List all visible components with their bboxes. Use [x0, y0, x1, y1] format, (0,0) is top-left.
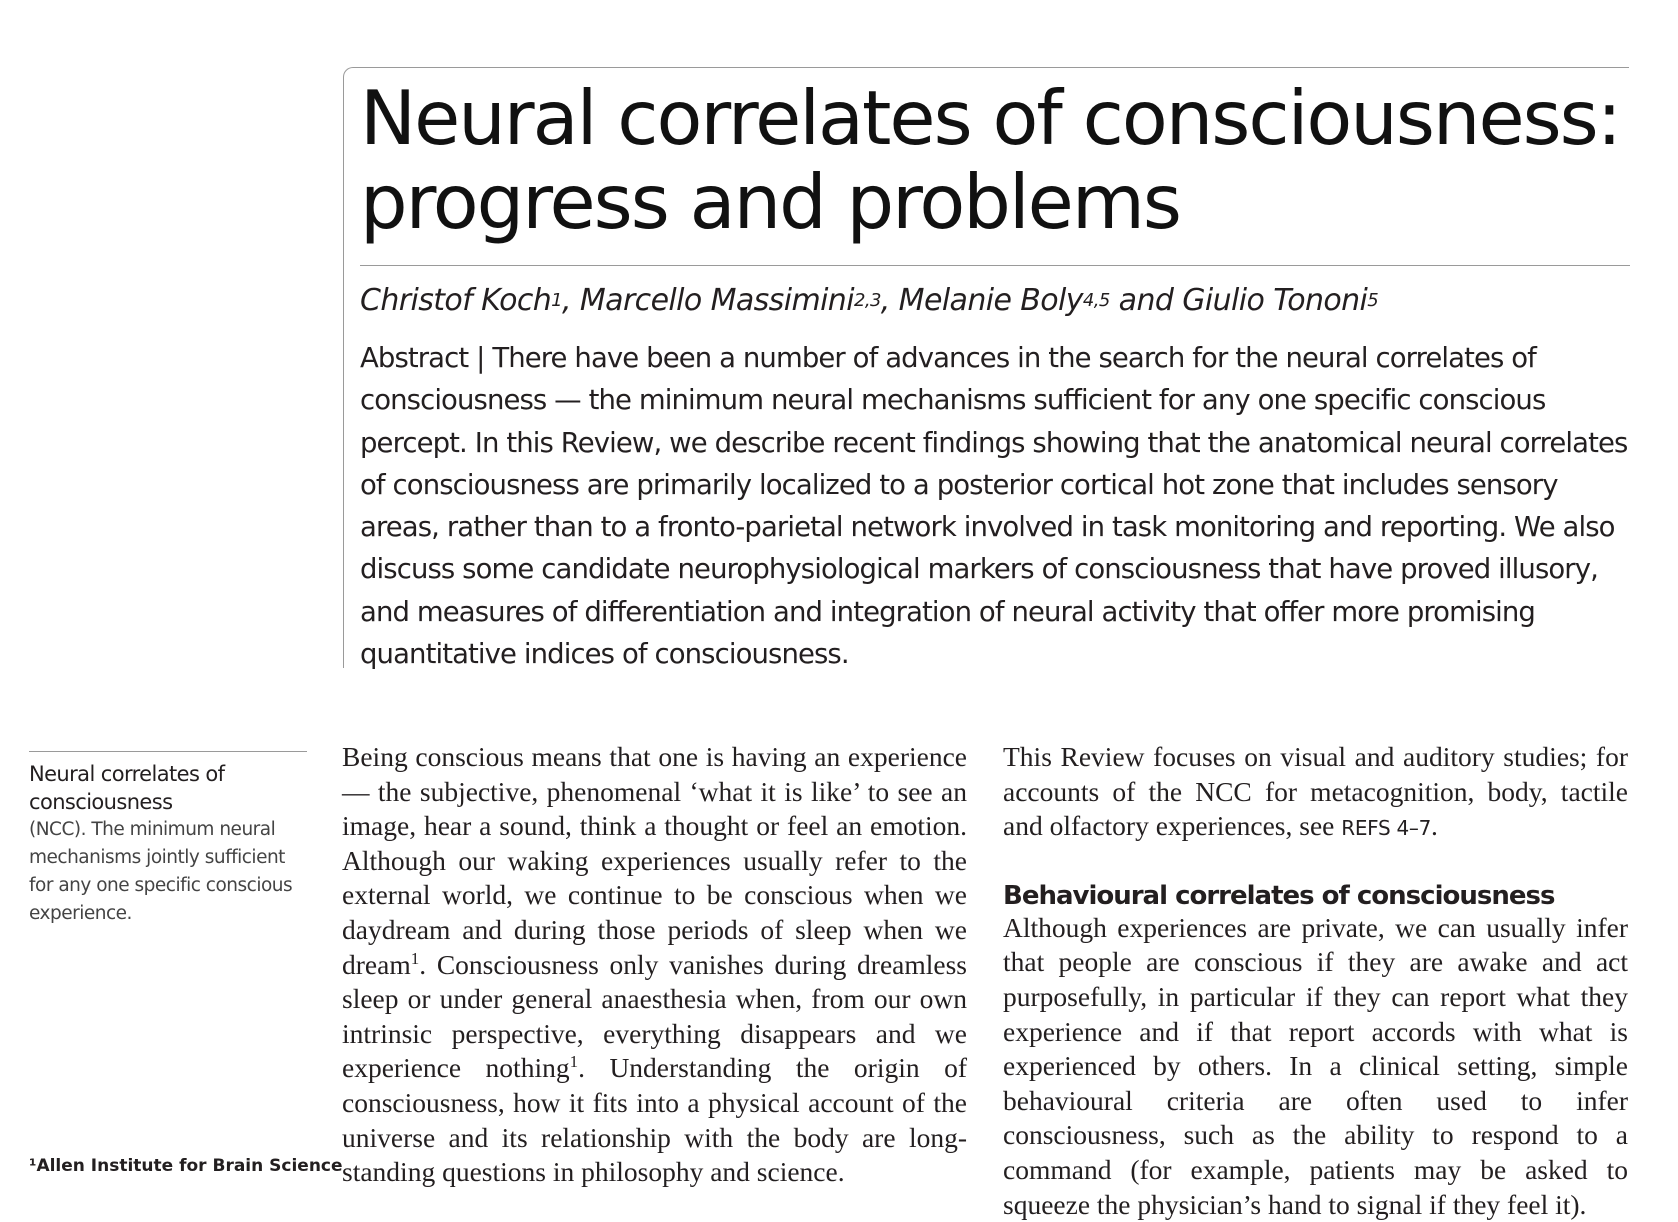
references-link[interactable]: REFS 4–7 — [1341, 816, 1432, 841]
author-name: Melanie Boly — [898, 283, 1083, 318]
section-heading: Behavioural correlates of consciousness — [1003, 880, 1555, 911]
author-affiliation: 1 — [551, 290, 562, 311]
abstract-label: Abstract — [360, 342, 469, 374]
author-affiliation: 5 — [1367, 290, 1379, 311]
author-name: Marcello Massimini — [579, 283, 854, 318]
glossary-definition: (NCC). The minimum neural mechanisms jointly sufficient for any one specific conscious experience. — [29, 819, 293, 924]
body-paragraph: Being conscious means that one is having an experience — the subjective, phenomenal ‘what it is like’ to see an image, hear a sound, think a thought or feel an emotion. Although our waking experiences usually refer to the external world, we continue to be conscious when we daydream and during those periods of sleep when we dream$^1$. Consciousness only vanishes during dreamless sleep or under general anaesthesia when, from our own intrinsic perspective, everything disappears and we experience nothing$^1$. Understanding the origin of consciousness, how it fits into a physical account of the universe and its relationship with the body are long-standing questions in philosophy and science. — [342, 741, 967, 1188]
title-divider — [360, 265, 1630, 266]
reference-marker[interactable]: 1 — [569, 1052, 579, 1072]
body-column-right — [1003, 740, 1628, 1222]
affiliation-note: ¹Allen Institute for Brain Science — [29, 1156, 343, 1176]
author-list: Christof Koch$^1$, Marcello Massimini$^{2,3}$, Melanie Boly$^{4,5}$ and Giulio Tononi$^5$ — [360, 283, 1379, 318]
body-column-left — [342, 740, 967, 1190]
abstract-text: There have been a number of advances in the search for the neural correlates of consciousness — the minimum neural mechanisms sufficient for any one specific conscious percept. In this Review, we describe recent findings showing that the anatomical neural correlates of consciousness are primarily localized to a posterior cortical hot zone that includes sensory areas, rather than to a fronto-parietal network involved in task monitoring and reporting. We also discuss some candidate neurophysiological markers of consciousness that have proved illusory, and measures of differentiation and integration of neural activity that offer more promising quantitative indices of consciousness. — [360, 342, 1628, 671]
body-paragraph: Although experiences are private, we can usually infer that people are conscious if they are awake and act purposefully, in particular if they can report what they experience and if that report accords with what is experienced by others. In a clinical setting, simple behavioural criteria are often used to infer consciousness, such as the ability to respond to a command (for example, patients may be asked to squeeze the physician’s hand to signal if they feel it). — [1003, 911, 1628, 1220]
author-name: Christof Koch — [360, 283, 552, 318]
reference-marker[interactable]: 1 — [410, 948, 420, 968]
article-title: Neural correlates of consciousness: progress and problems — [360, 74, 1621, 246]
glossary-term: Neural correlates of consciousness — [29, 762, 225, 814]
abstract — [360, 337, 1630, 675]
author-name: Giulio Tononi — [1182, 283, 1368, 318]
glossary-divider — [29, 751, 307, 752]
body-paragraph: This Review focuses on visual and auditory studies; for accounts of the NCC for metacognition, body, tactile and olfactory experiences, see REFS 4–7. — [1003, 741, 1628, 842]
abstract-separator: | — [468, 342, 493, 374]
glossary-box — [29, 760, 314, 928]
author-affiliation: 4,5 — [1082, 290, 1110, 311]
author-affiliation: 2,3 — [853, 290, 881, 311]
